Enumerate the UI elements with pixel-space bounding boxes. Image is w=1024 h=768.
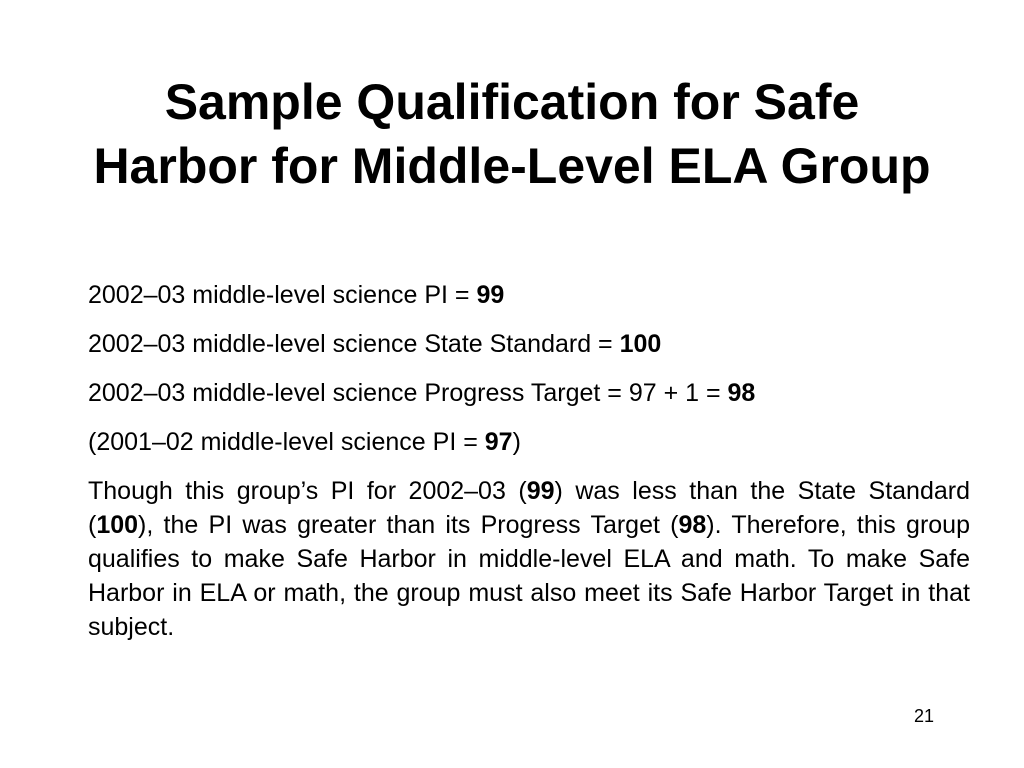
explanation-paragraph <box>88 474 970 644</box>
state-standard-label: 2002–03 middle-level science State Standard = <box>88 330 620 358</box>
progress-target-line <box>88 376 970 410</box>
paragraph-standard-value: 100 <box>96 511 139 539</box>
title-line-2: Harbor for Middle-Level ELA Group <box>93 138 931 194</box>
prior-pi-value: 97 <box>484 428 513 456</box>
prior-pi-line <box>88 425 970 459</box>
paragraph-text-1: Though this group’s PI for 2002–03 ( <box>88 477 527 505</box>
title-line-1: Sample Qualification for Safe <box>164 74 860 130</box>
paragraph-pi-value: 99 <box>526 477 555 505</box>
paragraph-text-2: ) was less than the State Standard ( <box>88 477 970 539</box>
page-number: 21 <box>913 706 935 726</box>
progress-target-value: 98 <box>727 379 756 407</box>
paragraph-target-value: 98 <box>678 511 707 539</box>
pi-label: 2002–03 middle-level science PI = <box>88 281 477 309</box>
prior-pi-suffix: ) <box>512 428 521 456</box>
slide-body <box>88 278 970 644</box>
pi-line <box>88 278 970 312</box>
pi-value: 99 <box>476 281 505 309</box>
slide-title <box>20 70 1004 198</box>
paragraph-text-4: ). Therefore, this group qualifies to make Safe Harbor in middle-level ELA and math. To make Safe Harbor in ELA or math, the group must also meet its Safe Harbor Target in that subject. <box>88 511 970 641</box>
state-standard-value: 100 <box>619 330 662 358</box>
paragraph-text-3: ), the PI was greater than its Progress Target ( <box>138 511 679 539</box>
progress-target-label: 2002–03 middle-level science Progress Target = 97 + 1 = <box>88 379 728 407</box>
state-standard-line <box>88 327 970 361</box>
prior-pi-prefix: (2001–02 middle-level science PI = <box>88 428 485 456</box>
